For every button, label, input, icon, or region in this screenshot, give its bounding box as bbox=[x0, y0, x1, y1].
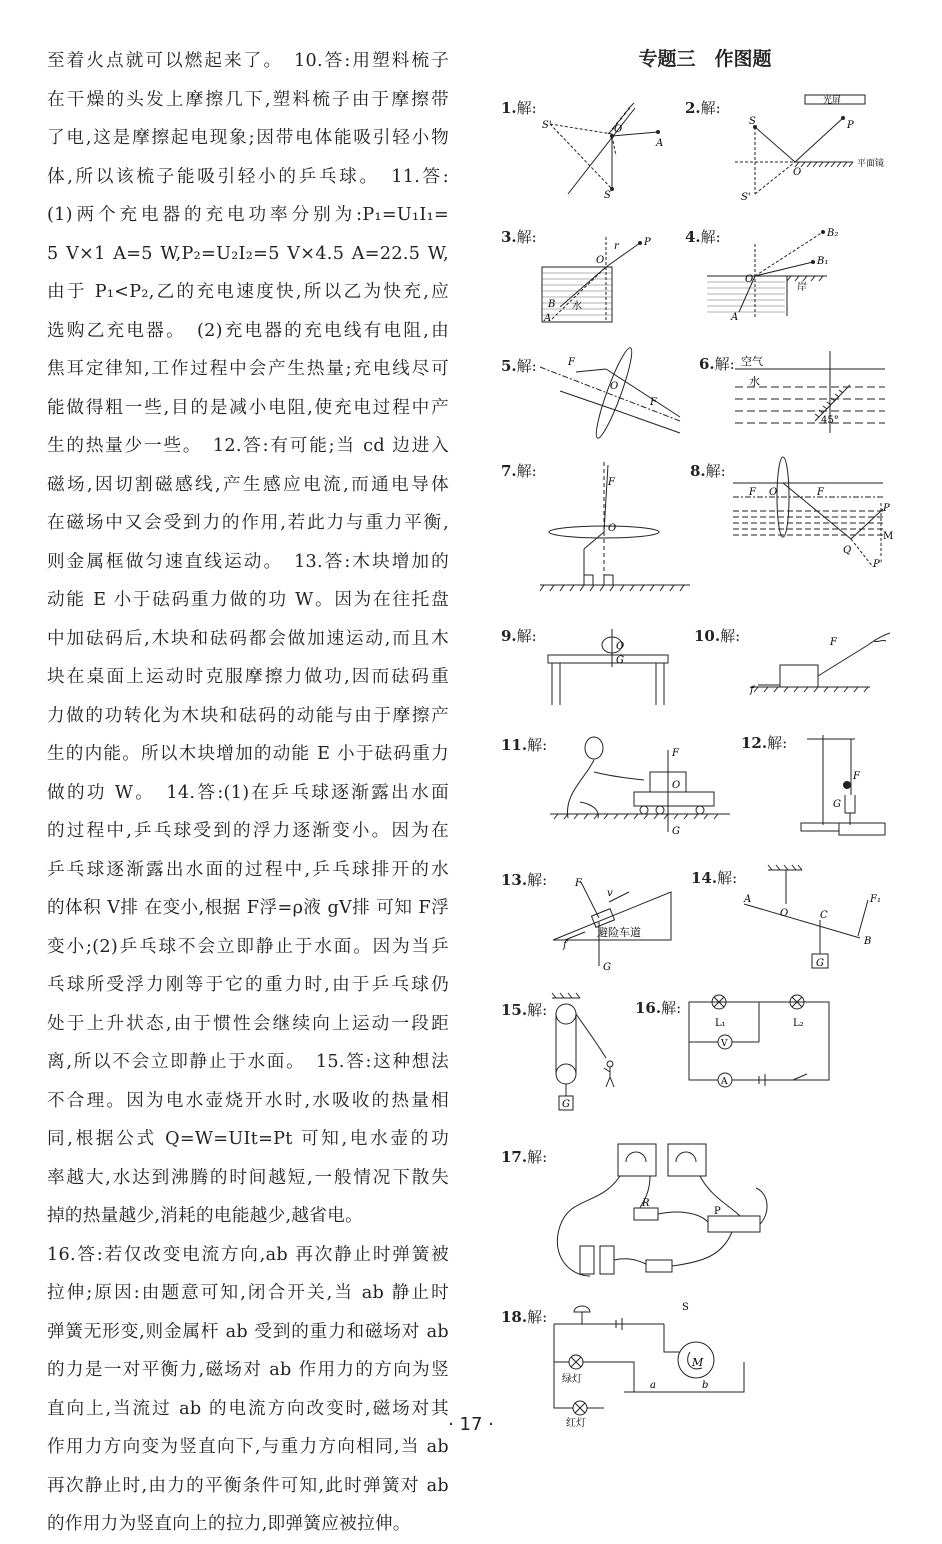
svg-text:平面镜: 平面镜 bbox=[857, 159, 885, 169]
diagram-8-lens-water bbox=[733, 457, 903, 572]
text-line: 至着火点就可以燃起来了。 10.答:用塑料梳子 bbox=[47, 51, 449, 71]
item-label-11: 11.解: bbox=[501, 736, 548, 754]
text-line: 处于上升状态,由于惯性会继续向上运动一段距 bbox=[47, 1013, 449, 1034]
svg-text:B₁: B₁ bbox=[817, 256, 829, 267]
svg-text:A: A bbox=[544, 313, 552, 324]
text-line: 的体积 V排 在变小,根据 F浮=ρ液 gV排 可知 F浮 bbox=[47, 898, 449, 918]
text-line: 动能 E 小于砝码重力做的功 W。因为在往托盘 bbox=[47, 590, 449, 610]
item-label-16: 16.解: bbox=[635, 999, 682, 1017]
svg-text:光屏: 光屏 bbox=[823, 96, 842, 106]
diagram-5-convex-lens bbox=[540, 347, 690, 447]
svg-text:G: G bbox=[562, 1099, 570, 1110]
item-label-14: 14.解: bbox=[691, 869, 738, 887]
item-label-17: 17.解: bbox=[501, 1148, 548, 1166]
svg-text:F: F bbox=[853, 771, 860, 782]
item-label-18: 18.解: bbox=[501, 1308, 548, 1326]
svg-text:45°: 45° bbox=[821, 415, 839, 426]
svg-text:S': S' bbox=[741, 192, 751, 203]
text-line: 做的功 W。 14.答:(1)在乒乓球逐渐露出水面 bbox=[47, 782, 449, 803]
item-label-10: 10.解: bbox=[694, 627, 741, 645]
item-label-9: 9.解: bbox=[501, 627, 537, 645]
diagram-18-relay-circuit bbox=[550, 1292, 735, 1427]
svg-text:F: F bbox=[830, 637, 837, 648]
text-line: 能做得粗一些,目的是减小电阻,使充电过程中产 bbox=[47, 397, 449, 418]
svg-text:O: O bbox=[610, 381, 619, 392]
drawing-answers-column bbox=[495, 42, 915, 1429]
text-line: 乓球所受浮力刚等于它的重力时,由于乒乓球仍 bbox=[47, 975, 449, 995]
text-line: 16.答:若仅改变电流方向,ab 再次静止时弹簧被 bbox=[47, 1244, 449, 1265]
diagram-2-screen-mirror bbox=[735, 92, 915, 204]
text-line: 不合理。因为电水壶烧开水时,水吸收的热量相 bbox=[47, 1090, 449, 1111]
text-line: 块在桌面上运动时克服摩擦力做功,因而砝码重 bbox=[47, 667, 449, 687]
text-line: 5 V×1 A=5 W,P₂=U₂I₂=5 V×4.5 A=22.5 W, bbox=[47, 243, 449, 264]
item-label-7: 7.解: bbox=[501, 462, 537, 480]
text-line: 在磁场中又会受到力的作用,若此力与重力平衡, bbox=[47, 513, 449, 533]
answer-text-column bbox=[47, 42, 449, 1544]
text-line: 同,根据公式 Q=W=UIt=Pt 可知,电水壶的功 bbox=[47, 1129, 449, 1149]
text-line: (1)两个充电器的充电功率分别为:P₁=U₁I₁= bbox=[47, 205, 449, 225]
svg-text:O: O bbox=[616, 641, 625, 652]
svg-text:f: f bbox=[750, 685, 754, 696]
svg-text:M: M bbox=[883, 531, 894, 542]
diagram-14-lever bbox=[740, 864, 885, 979]
diagram-3-refraction-water bbox=[540, 227, 680, 327]
text-line: 生的内能。所以木块增加的动能 E 小于砝码重力 bbox=[47, 744, 449, 764]
svg-text:O: O bbox=[614, 124, 623, 135]
svg-text:A: A bbox=[744, 894, 752, 905]
svg-text:P: P bbox=[847, 120, 854, 131]
svg-text:G: G bbox=[672, 826, 680, 837]
svg-text:F: F bbox=[817, 487, 824, 498]
svg-text:岸: 岸 bbox=[797, 282, 807, 293]
svg-text:R: R bbox=[642, 1198, 650, 1209]
diagram-17-wiring bbox=[550, 1142, 770, 1292]
text-line: 乒乓球逐渐露出水面的过程中,乒乓球排开的水 bbox=[47, 859, 449, 880]
svg-text:P: P bbox=[883, 503, 890, 514]
svg-text:避险车道: 避险车道 bbox=[597, 926, 641, 939]
svg-text:S': S' bbox=[542, 120, 552, 131]
svg-text:A: A bbox=[721, 1077, 728, 1087]
text-line: 由于 P₁<P₂,乙的充电速度快,所以乙为快充,应 bbox=[47, 282, 449, 302]
svg-text:O: O bbox=[793, 167, 802, 178]
diagram-9-table-force bbox=[540, 627, 685, 707]
svg-text:G: G bbox=[603, 962, 611, 973]
page-number: · 17 · bbox=[448, 1414, 494, 1435]
item-label-15: 15.解: bbox=[501, 1001, 548, 1019]
svg-text:A: A bbox=[656, 138, 664, 149]
svg-text:a: a bbox=[650, 1380, 656, 1391]
svg-text:L₁: L₁ bbox=[715, 1018, 726, 1029]
svg-text:L₂: L₂ bbox=[793, 1018, 804, 1029]
text-line: 离,所以不会立即静止于水面。 15.答:这种想法 bbox=[47, 1052, 449, 1072]
text-line: 在干燥的头发上摩擦几下,塑料梳子由于摩擦带 bbox=[47, 89, 449, 110]
svg-text:O: O bbox=[745, 274, 754, 285]
svg-text:B: B bbox=[548, 299, 556, 310]
text-line: 再次静止时,由力的平衡条件可知,此时弹簧对 ab bbox=[47, 1475, 449, 1496]
item-label-4: 4.解: bbox=[685, 228, 721, 246]
diagram-1-mirror-reflection bbox=[540, 94, 680, 202]
diagram-12-tuning-fork bbox=[795, 727, 905, 837]
item-label-6: 6.解: bbox=[699, 355, 735, 373]
item-label-3: 3.解: bbox=[501, 228, 537, 246]
svg-text:水: 水 bbox=[749, 375, 760, 388]
diagram-4-shore-reflection bbox=[705, 224, 855, 324]
item-label-2: 2.解: bbox=[685, 99, 721, 117]
diagram-15-pulley bbox=[550, 992, 630, 1122]
svg-text:F: F bbox=[650, 397, 657, 408]
diagram-10-pull-block bbox=[750, 617, 900, 717]
svg-text:M: M bbox=[692, 1356, 704, 1369]
diagram-13-escape-ramp bbox=[545, 862, 685, 972]
item-label-13: 13.解: bbox=[501, 871, 548, 889]
svg-text:r: r bbox=[614, 241, 619, 252]
svg-text:红灯: 红灯 bbox=[566, 1418, 586, 1429]
svg-text:P': P' bbox=[873, 559, 883, 570]
text-line: 选购乙充电器。 (2)充电器的充电线有电阻,由 bbox=[47, 320, 449, 341]
item-label-12: 12.解: bbox=[741, 734, 788, 752]
svg-text:B: B bbox=[864, 936, 872, 947]
svg-text:Q: Q bbox=[843, 545, 852, 556]
svg-text:F: F bbox=[575, 878, 582, 889]
svg-text:S: S bbox=[749, 116, 756, 127]
item-label-1: 1.解: bbox=[501, 99, 537, 117]
text-line: 的作用力为竖直向上的拉力,即弹簧应被拉伸。 bbox=[47, 1514, 411, 1534]
svg-text:V: V bbox=[721, 1039, 728, 1049]
text-line: 焦耳定律知,工作过程中会产生热量;充电线尽可 bbox=[47, 359, 449, 379]
item-label-8: 8.解: bbox=[690, 462, 726, 480]
text-line: 磁场,因切割磁感线,产生感应电流,而通电导体 bbox=[47, 474, 449, 495]
section-title: 专题三 作图题 bbox=[638, 48, 772, 70]
text-line: 率越大,水达到沸腾的时间越短,一般情况下散失 bbox=[47, 1167, 449, 1188]
text-line: 作用力方向变为竖直向下,与重力方向相同,当 ab bbox=[47, 1437, 449, 1457]
svg-text:B₂: B₂ bbox=[827, 228, 839, 239]
svg-text:F: F bbox=[568, 357, 575, 368]
item-label-5: 5.解: bbox=[501, 357, 537, 375]
svg-text:空气: 空气 bbox=[741, 355, 763, 368]
svg-text:v: v bbox=[607, 888, 613, 899]
svg-text:F₁: F₁ bbox=[870, 894, 881, 905]
svg-text:b: b bbox=[702, 1380, 709, 1391]
diagram-6-air-water-45 bbox=[735, 347, 890, 437]
text-line: 直向上,当流过 ab 的电流方向改变时,磁场对其 bbox=[47, 1398, 449, 1419]
text-line: 掉的热量越少,消耗的电能越少,越省电。 bbox=[47, 1206, 363, 1226]
svg-text:O: O bbox=[608, 523, 617, 534]
text-line: 了电,这是摩擦起电现象;因带电体能吸引轻小物 bbox=[47, 128, 449, 148]
svg-text:O: O bbox=[596, 255, 605, 266]
text-line: 体,所以该梳子能吸引轻小的乒乓球。 11.答: bbox=[47, 166, 449, 187]
svg-text:S: S bbox=[604, 190, 611, 201]
svg-text:C: C bbox=[820, 910, 828, 921]
svg-text:O: O bbox=[672, 780, 681, 791]
svg-text:G: G bbox=[616, 655, 624, 666]
svg-text:水: 水 bbox=[572, 301, 582, 312]
svg-text:F: F bbox=[672, 748, 679, 759]
text-line: 变小;(2)乒乓球不会立即静止于水面。因为当乒 bbox=[47, 936, 449, 957]
svg-text:G: G bbox=[816, 958, 824, 969]
svg-text:f: f bbox=[563, 940, 567, 951]
text-line: 拉伸;原因:由题意可知,闭合开关,当 ab 静止时 bbox=[47, 1283, 449, 1303]
text-line: 中加砝码后,木块和砝码都会做加速运动,而且木 bbox=[47, 628, 449, 649]
svg-text:G: G bbox=[833, 799, 841, 810]
svg-text:A: A bbox=[731, 312, 739, 323]
text-line: 的力是一对平衡力,磁场对 ab 作用力的方向为竖 bbox=[47, 1360, 449, 1380]
diagram-16-circuit bbox=[685, 992, 835, 1087]
diagram-7-lens-object bbox=[540, 457, 690, 607]
text-line: 弹簧无形变,则金属杆 ab 受到的重力和磁场对 ab bbox=[47, 1321, 449, 1342]
text-line: 生的热量少一些。 12.答:有可能;当 cd 边进入 bbox=[47, 436, 449, 456]
svg-text:F: F bbox=[608, 477, 615, 488]
svg-text:O: O bbox=[769, 487, 778, 498]
svg-text:P: P bbox=[644, 237, 651, 248]
diagram-11-push-cart bbox=[550, 732, 730, 842]
svg-text:S: S bbox=[682, 1302, 689, 1313]
svg-text:O: O bbox=[780, 908, 789, 919]
text-line: 力做的功转化为木块和砝码的动能与由于摩擦产 bbox=[47, 705, 449, 726]
svg-text:P: P bbox=[714, 1206, 721, 1217]
svg-text:绿灯: 绿灯 bbox=[562, 1374, 582, 1385]
text-line: 的过程中,乒乓球受到的浮力逐渐变小。因为在 bbox=[47, 821, 449, 841]
svg-text:F: F bbox=[749, 487, 756, 498]
text-line: 则金属框做匀速直线运动。 13.答:木块增加的 bbox=[47, 551, 449, 572]
